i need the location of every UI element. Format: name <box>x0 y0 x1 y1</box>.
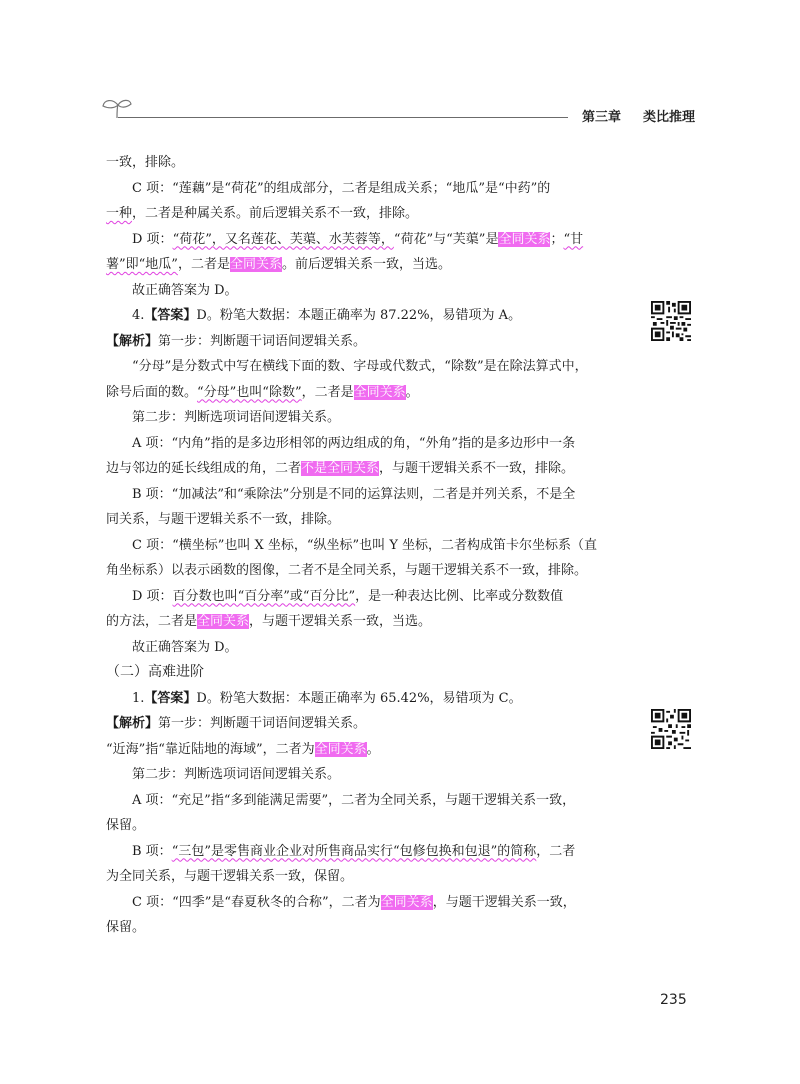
qr-code-icon <box>651 301 691 341</box>
paragraph: “近海”指“靠近陆地的海域”，二者为全同关系。 <box>106 741 380 757</box>
page-body <box>106 150 626 941</box>
paragraph: C 项：“莲藕”是“荷花”的组成部分，二者是组成关系；“地瓜”是“中药”的 <box>132 180 551 196</box>
paragraph: 角坐标系）以表示函数的图像，二者不是全同关系，与题干逻辑关系不一致，排除。 <box>106 563 588 578</box>
paragraph: A 项：“内角”指的是多边形相邻的两边组成的角，“外角”指的是多边形中一条 <box>132 435 576 451</box>
section-title: （二）高难进阶 <box>106 664 204 680</box>
paragraph: 除号后面的数。“分母”也叫“除数”，二者是全同关系。 <box>106 384 419 400</box>
paragraph: 故正确答案为 D。 <box>132 639 238 655</box>
paragraph: B 项：“加减法”和“乘除法”分别是不同的运算法则，二者是并列关系，不是全 <box>132 486 576 502</box>
analysis-line: 【解析】第一步：判断题干词语间逻辑关系。 <box>106 716 367 731</box>
paragraph: D 项：百分数也叫“百分率”或“百分比”，是一种表达比例、比率或分数数值 <box>132 588 564 604</box>
paragraph: 为全同关系，与题干逻辑关系一致，保留。 <box>106 869 354 884</box>
header-rule <box>118 117 568 118</box>
qr-code-icon <box>651 709 691 749</box>
paragraph: 保留。 <box>106 920 146 935</box>
page-number: 235 <box>660 992 687 1008</box>
paragraph: C 项：“横坐标”也叫 X 坐标，“纵坐标”也叫 Y 坐标，二者构成笛卡尔坐标系（直 <box>132 537 598 553</box>
paragraph: 薯”即“地瓜”，二者是全同关系。前后逻辑关系一致，当选。 <box>106 257 451 272</box>
paragraph: C 项：“四季”是“春夏秋冬的合称”，二者为全同关系，与题干逻辑关系一致， <box>132 894 576 910</box>
highlight: 不是全同关系 <box>301 461 380 476</box>
paragraph: “分母”是分数式中写在横线下面的数、字母或代数式，“除数”是在除法算式中， <box>132 359 588 374</box>
paragraph: 同关系，与题干逻辑关系不一致，排除。 <box>106 512 341 527</box>
chapter-title: 类比推理 <box>643 110 696 125</box>
paragraph: 第二步：判断选项词语间逻辑关系。 <box>132 410 341 425</box>
paragraph: 的方法，二者是全同关系，与题干逻辑关系一致，当选。 <box>106 614 432 629</box>
paragraph: 第二步：判断选项词语间逻辑关系。 <box>132 767 341 782</box>
chapter-number: 第三章 <box>582 110 622 125</box>
analysis-line: 【解析】第一步：判断题干词语间逻辑关系。 <box>106 333 367 349</box>
highlight: 全同关系 <box>229 257 282 272</box>
running-header <box>582 106 695 125</box>
paragraph: 保留。 <box>106 818 146 833</box>
highlight: 全同关系 <box>498 231 551 247</box>
paragraph: 故正确答案为 D。 <box>132 282 238 298</box>
paragraph: A 项：“充足”指“多到能满足需要”，二者为全同关系，与题干逻辑关系一致， <box>132 792 576 808</box>
highlight: 全同关系 <box>380 894 433 910</box>
highlight: 全同关系 <box>353 384 406 400</box>
answer-line: 4.【答案】D。粉笔大数据：本题正确率为 87.22%，易错项为 A。 <box>132 308 522 323</box>
highlight: 全同关系 <box>314 741 367 757</box>
paragraph: 一种，二者是种属关系。前后逻辑关系不一致，排除。 <box>106 206 419 221</box>
answer-line: 1.【答案】D。粉笔大数据：本题正确率为 65.42%，易错项为 C。 <box>132 690 522 706</box>
paragraph: B 项：“三包”是零售商业企业对所售商品实行“包修包换和包退”的简称，二者 <box>132 843 576 859</box>
highlight: 全同关系 <box>197 614 250 629</box>
paragraph: 边与邻边的延长线组成的角，二者不是全同关系，与题干逻辑关系不一致，排除。 <box>106 461 575 476</box>
paragraph: D 项：“荷花”，又名莲花、芙蕖、水芙蓉等，“荷花”与“芙蕖”是全同关系；“甘 <box>132 231 584 247</box>
paragraph: 一致，排除。 <box>106 155 185 170</box>
